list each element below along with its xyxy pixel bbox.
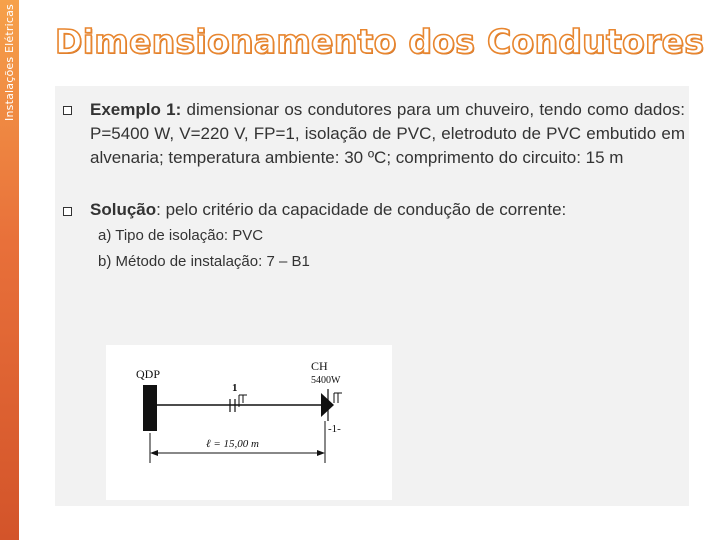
circuit-number: 1 (232, 382, 238, 394)
item-a-prefix: a) (98, 227, 116, 244)
arrow-right-icon (317, 450, 325, 456)
load-label: CH (311, 359, 328, 373)
bullet-icon-solution (63, 207, 72, 216)
panel-label: QDP (136, 367, 161, 381)
item-b-label: Método de instalação (115, 253, 259, 270)
circuit-tag: -1- (328, 423, 341, 435)
example-label: Exemplo 1: (90, 100, 182, 119)
solution-item-a (98, 226, 263, 246)
load-power: 5400W (311, 375, 341, 386)
item-a-value: : PVC (223, 227, 264, 244)
slide-title: Dimensionamento dos Condutores (55, 22, 705, 61)
circuit-diagram-svg (106, 345, 392, 500)
example-text: dimensionar os condutores para um chuveiro, tendo como dados: P=5400 W, V=220 V, FP=1, isolação de PVC, eletroduto de PVC embutido em alvenaria; temperatura ambiente: 30 ºC; comprimento do circuito: 15 m (90, 100, 685, 167)
bullet-icon-example (63, 106, 72, 115)
item-b-value: : 7 – B1 (258, 253, 310, 270)
sidebar-label-text: Instalações Elétricas (3, 4, 16, 121)
sidebar-label (0, 0, 19, 160)
arrow-left-icon (150, 450, 158, 456)
example-paragraph (90, 98, 685, 170)
item-b-prefix: b) (98, 253, 116, 270)
solution-text: : pelo critério da capacidade de condução de corrente: (156, 200, 567, 219)
panel-block (143, 385, 157, 431)
solution-item-b (98, 252, 310, 272)
solution-paragraph (90, 198, 685, 222)
solution-label: Solução (90, 200, 157, 219)
item-a-label: Tipo de isolação (115, 227, 224, 244)
length-label: ℓ = 15,00 m (206, 438, 259, 450)
circuit-diagram (106, 345, 392, 500)
